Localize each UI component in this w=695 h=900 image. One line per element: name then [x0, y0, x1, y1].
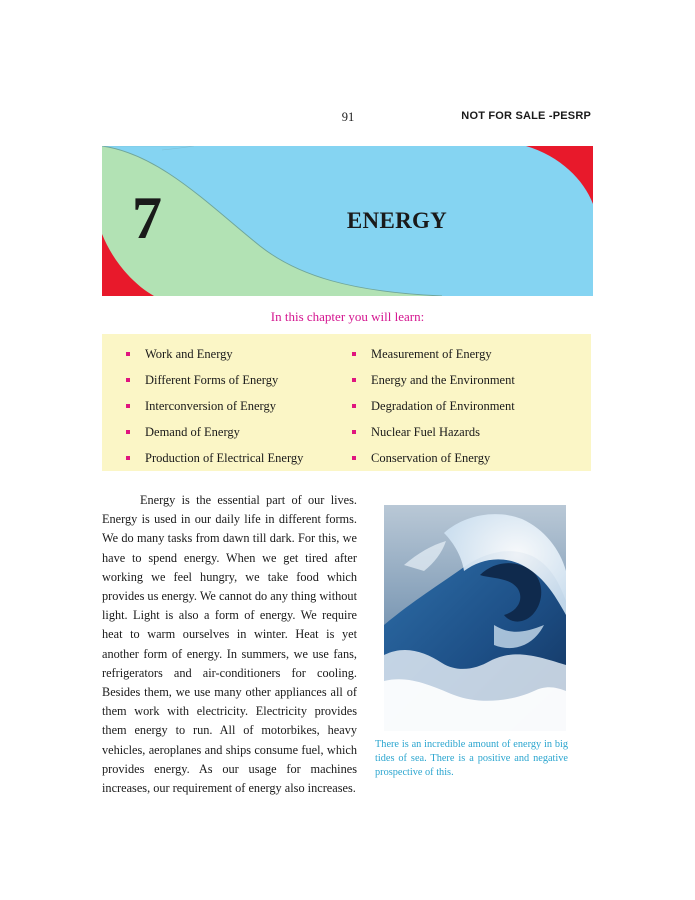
chapter-number: 7: [132, 185, 162, 251]
chapter-title: ENERGY: [346, 208, 448, 233]
topic-item: [126, 419, 303, 445]
bullet-icon: [126, 430, 130, 434]
topic-item: [352, 393, 515, 419]
bullet-icon: [352, 378, 356, 382]
topic-item: [126, 393, 303, 419]
bullet-icon: [126, 404, 130, 408]
topic-item: [126, 367, 303, 393]
ocean-wave-photo: [384, 505, 566, 731]
topic-label: Conservation of Energy: [371, 450, 491, 465]
topic-label: Degradation of Environment: [371, 398, 515, 413]
bullet-icon: [352, 456, 356, 460]
bullet-icon: [126, 456, 130, 460]
topic-label: Energy and the Environment: [371, 372, 515, 387]
learning-topics-box: [102, 334, 591, 471]
topic-item: [352, 445, 515, 471]
topics-right-column: [352, 341, 515, 471]
learn-heading: In this chapter you will learn:: [270, 309, 425, 324]
bullet-icon: [126, 352, 130, 356]
topic-label: Nuclear Fuel Hazards: [371, 424, 480, 439]
not-for-sale-note: NOT FOR SALE -PESRP: [461, 110, 591, 122]
topic-label: Different Forms of Energy: [145, 372, 279, 387]
topic-item: [352, 367, 515, 393]
topics-left-column: [126, 341, 303, 471]
topic-label: Production of Electrical Energy: [145, 450, 304, 465]
topic-label: Interconversion of Energy: [145, 398, 276, 413]
figure-caption: There is an incredible amount of energy in big tides of sea. There is a positive and negative prospective of this.: [375, 739, 568, 779]
page-number: 91: [341, 110, 355, 124]
topic-item: [352, 341, 515, 367]
bullet-icon: [126, 378, 130, 382]
topic-item: [126, 341, 303, 367]
bullet-icon: [352, 430, 356, 434]
bullet-icon: [352, 352, 356, 356]
topic-label: Measurement of Energy: [371, 346, 492, 361]
topic-item: [126, 445, 303, 471]
chapter-banner: [102, 146, 593, 296]
ocean-wave-image: [384, 505, 566, 731]
topic-label: Demand of Energy: [145, 424, 240, 439]
topic-item: [352, 419, 515, 445]
topic-label: Work and Energy: [145, 346, 233, 361]
bullet-icon: [352, 404, 356, 408]
body-paragraph: Energy is the essential part of our lives. Energy is used in our daily life in different forms. We do many tasks from dawn till dark. For this, we have to spend energy. When we get tired after working we feel hungry, we take food which provides us energy. We cannot do any thing without light. Light is also a form of energy. We require heat to warm ourselves in winter. Heat is yet another form of energy. In summers, we use fans, refrigerators and air-conditioners for cooling. Besides them, we use many other appliances all of them work with electricity. Electricity provides them energy to run. All of motorbikes, heavy vehicles, aeroplanes and ships consume fuel, which provides energy. As our usage for machines increases, our requirement of energy also increases.: [102, 493, 357, 796]
